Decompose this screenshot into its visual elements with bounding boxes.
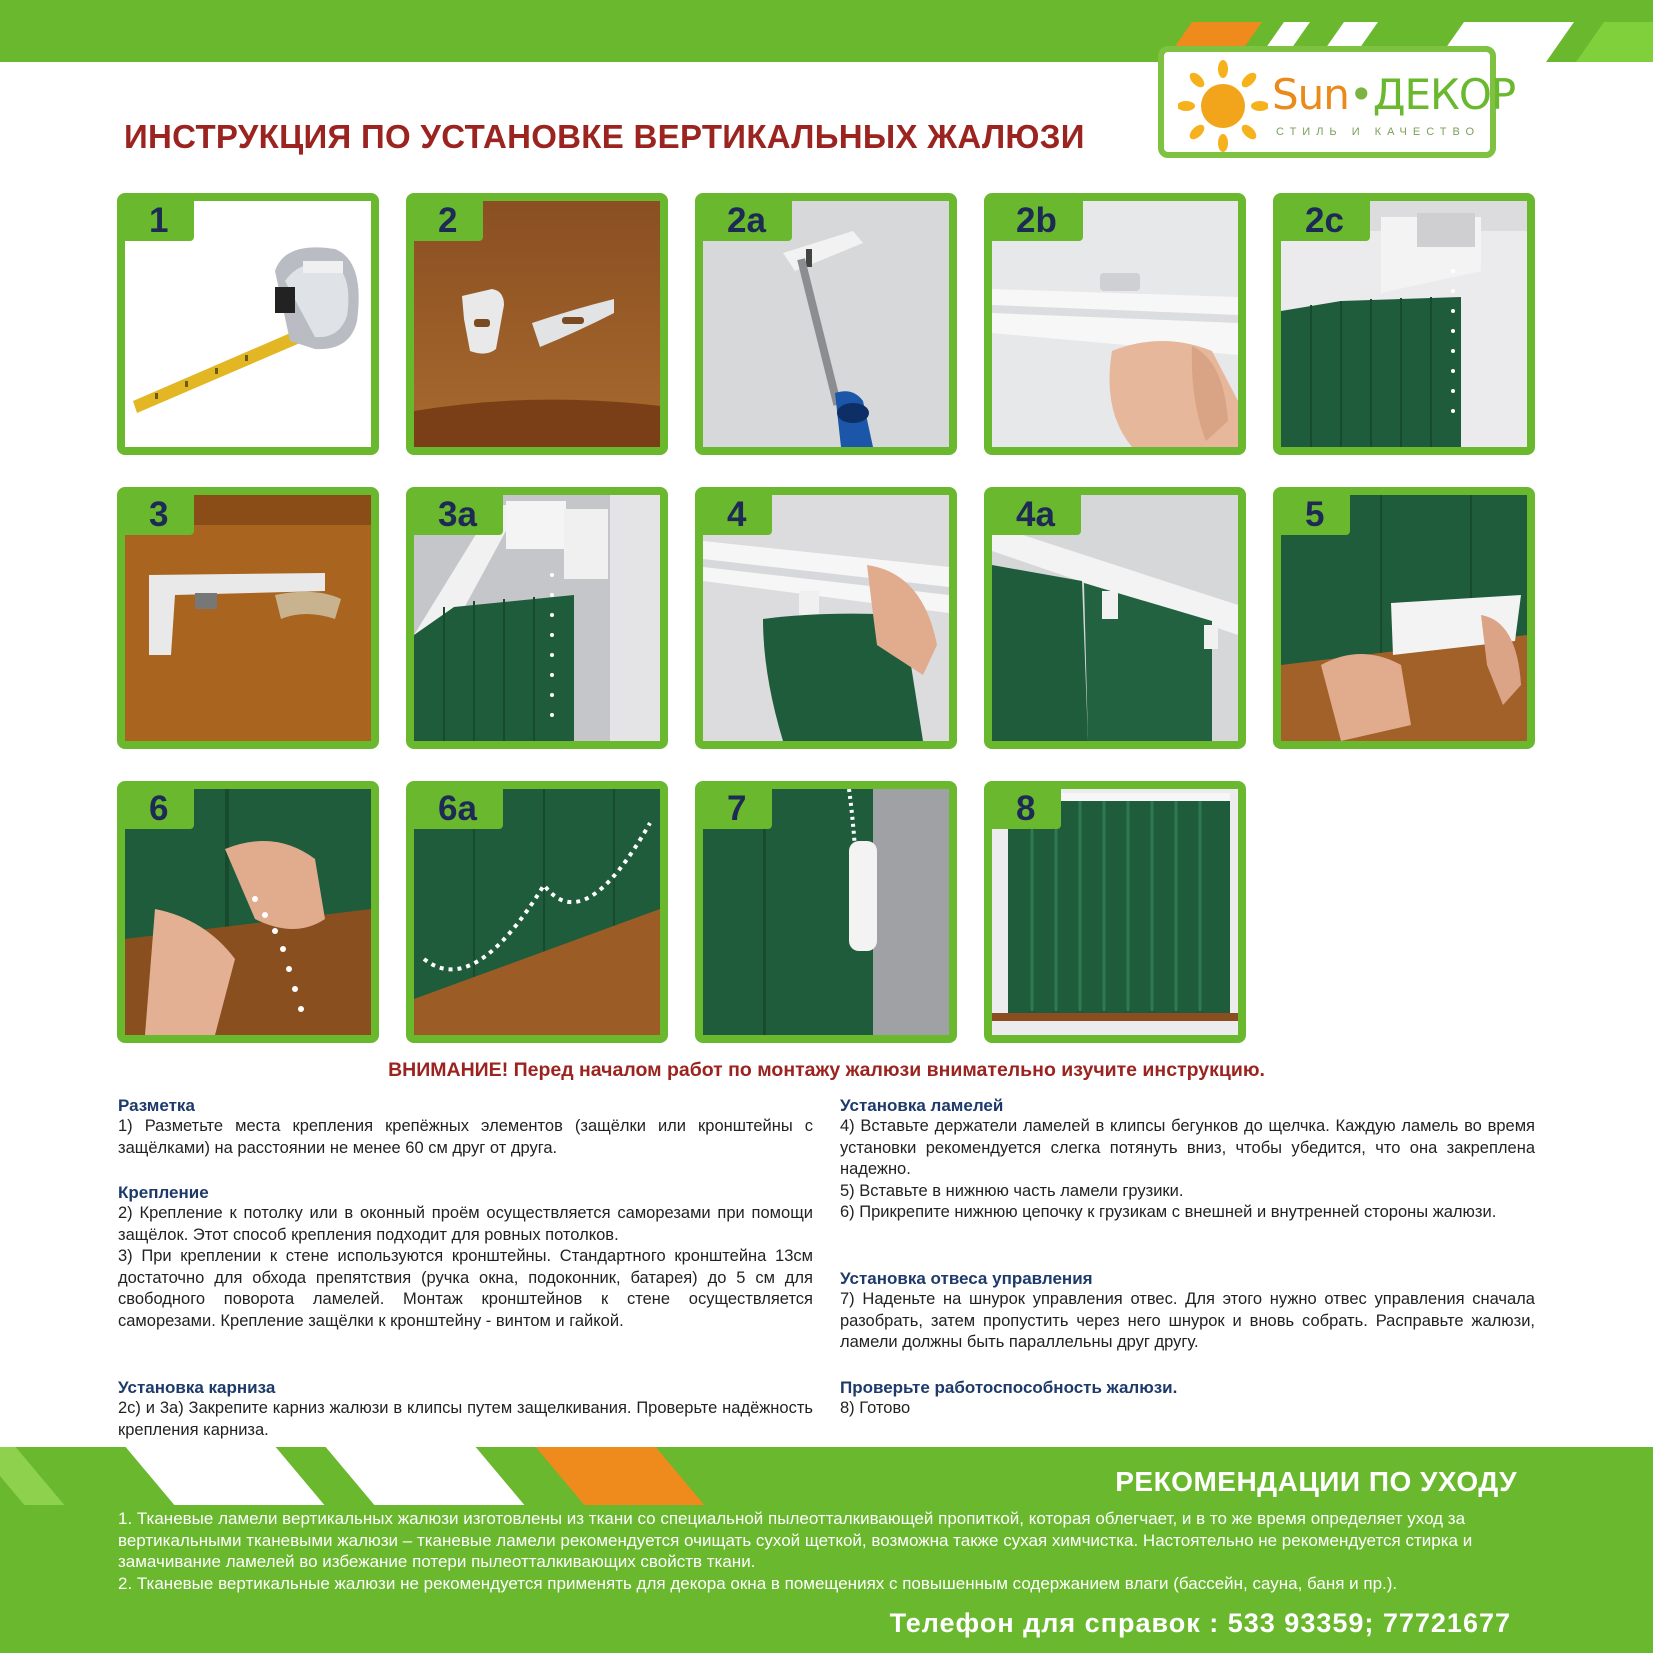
section-marking bbox=[118, 1095, 813, 1159]
phone-number: Телефон для справок : 533 93359; 77721677 bbox=[889, 1608, 1511, 1638]
section-control bbox=[840, 1268, 1535, 1354]
bottom-stripe-white bbox=[326, 1447, 525, 1505]
warning-banner: ВНИМАНИЕ! Перед началом работ по монтажу жалюзи внимательно изучите инструкцию. bbox=[388, 1059, 1265, 1081]
step-label: 2a bbox=[703, 201, 792, 241]
step-tile bbox=[117, 193, 379, 455]
section-fastening bbox=[118, 1182, 813, 1332]
step-label: 1 bbox=[125, 201, 194, 241]
logo-wordmark: Sun•ДЕКОР bbox=[1272, 70, 1516, 119]
step-tile bbox=[984, 487, 1246, 749]
step-label: 6 bbox=[125, 789, 194, 829]
section-cornice bbox=[118, 1377, 813, 1441]
section-text: 4) Вставьте держатели ламелей в клипсы бегунков до щелчка. Каждую ламель во время установки рекомендуется слегка потянуть вниз, чтобы убедится, что она закреплена надежно. 5) Вставьте в нижнюю часть ламели грузики. 6) Прикрепите нижнюю цепочку к грузикам с внешней и внутренней стороны жалюзи. bbox=[840, 1117, 1535, 1221]
brand-logo bbox=[1158, 46, 1516, 158]
section-heading: Разметка bbox=[118, 1096, 195, 1115]
care-text: 1. Тканевые ламели вертикальных жалюзи изготовлены из ткани со специальной пылеотталкивающей пропиткой, которая облегчает, и в то же время определяет уход за вертикальными тканевыми жалюзи – тканевые ламели рекомендуется очищать сухой щеткой, возможна также сухая химчистка. Настоятельно не рекомендуется стирка и замачивание ламелей во избежание потери пылеотталкивающих свойств ткани. 2. Тканевые вертикальные жалюзи не рекомендуется применять для декора окна в помещениях с повышенным содержанием влаги (бассейн, сауна, баня и пр.). bbox=[118, 1509, 1473, 1593]
step-label: 3 bbox=[125, 495, 194, 535]
step-tile bbox=[1273, 193, 1535, 455]
section-heading: Установка карниза bbox=[118, 1378, 276, 1397]
step-label: 8 bbox=[992, 789, 1061, 829]
sun-icon bbox=[1178, 60, 1268, 152]
step-label: 4 bbox=[703, 495, 772, 535]
step-label: 2b bbox=[992, 201, 1083, 241]
section-text: 1) Разметьте места крепления крепёжных элементов (защёлки или кронштейны с защёлками) на расстоянии не менее 60 см друг от друга. bbox=[118, 1117, 813, 1157]
step-label: 2 bbox=[414, 201, 483, 241]
step-label: 4a bbox=[992, 495, 1081, 535]
step-tile bbox=[984, 781, 1246, 1043]
section-heading: Проверьте работоспособность жалюзи. bbox=[840, 1378, 1178, 1397]
section-slats bbox=[840, 1095, 1535, 1224]
step-tile bbox=[406, 487, 668, 749]
bottom-stripe-orange bbox=[536, 1447, 705, 1505]
step-tile bbox=[695, 193, 957, 455]
section-text: 7) Наденьте на шнурок управления отвес. Для этого нужно отвес управления сначала разобрать, затем пропустить через него шнурок и вновь собрать. Расправьте жалюзи, ламели должны быть параллельны друг другу. bbox=[840, 1290, 1535, 1351]
step-label: 5 bbox=[1281, 495, 1350, 535]
bottom-stripe-light bbox=[0, 1447, 64, 1505]
section-text: 8) Готово bbox=[840, 1399, 911, 1417]
care-title: РЕКОМЕНДАЦИИ ПО УХОДУ bbox=[1115, 1466, 1517, 1497]
step-tile bbox=[117, 487, 379, 749]
step-tile bbox=[984, 193, 1246, 455]
step-label: 2c bbox=[1281, 201, 1370, 241]
section-heading: Установка отвеса управления bbox=[840, 1269, 1093, 1288]
step-tile bbox=[1273, 487, 1535, 749]
section-heading: Установка ламелей bbox=[840, 1096, 1004, 1115]
step-label: 6a bbox=[414, 789, 503, 829]
step-tile bbox=[117, 781, 379, 1043]
page-title: ИНСТРУКЦИЯ ПО УСТАНОВКЕ ВЕРТИКАЛЬНЫХ ЖАЛЮЗИ bbox=[124, 118, 1085, 155]
step-tile bbox=[406, 781, 668, 1043]
step-tile bbox=[695, 781, 957, 1043]
step-label: 3a bbox=[414, 495, 503, 535]
step-label: 7 bbox=[703, 789, 772, 829]
bottom-stripe-white bbox=[126, 1447, 325, 1505]
section-heading: Крепление bbox=[118, 1183, 209, 1202]
section-text: 2) Крепление к потолку или в оконный проём осуществляется саморезами при помощи защёлок. Этот способ крепления подходит для ровных потолков. 3) При креплении к стене используются кронштейны. Стандартного кронштейна 13см достаточно для обхода препятствия (ручка окна, подоконник, батарея) до 5 см для свободного поворота ламелей. Монтаж кронштейнов к стене осуществляется саморезами. Крепление защёлки к кронштейну - винтом и гайкой. bbox=[118, 1204, 813, 1330]
section-check bbox=[840, 1377, 1535, 1420]
step-tile bbox=[406, 193, 668, 455]
section-text: 2c) и 3a) Закрепите карниз жалюзи в клипсы путем защелкивания. Проверьте надёжность крепления карниза. bbox=[118, 1399, 813, 1439]
logo-tagline: СТИЛЬ И КАЧЕСТВО bbox=[1276, 126, 1481, 138]
step-tile bbox=[695, 487, 957, 749]
